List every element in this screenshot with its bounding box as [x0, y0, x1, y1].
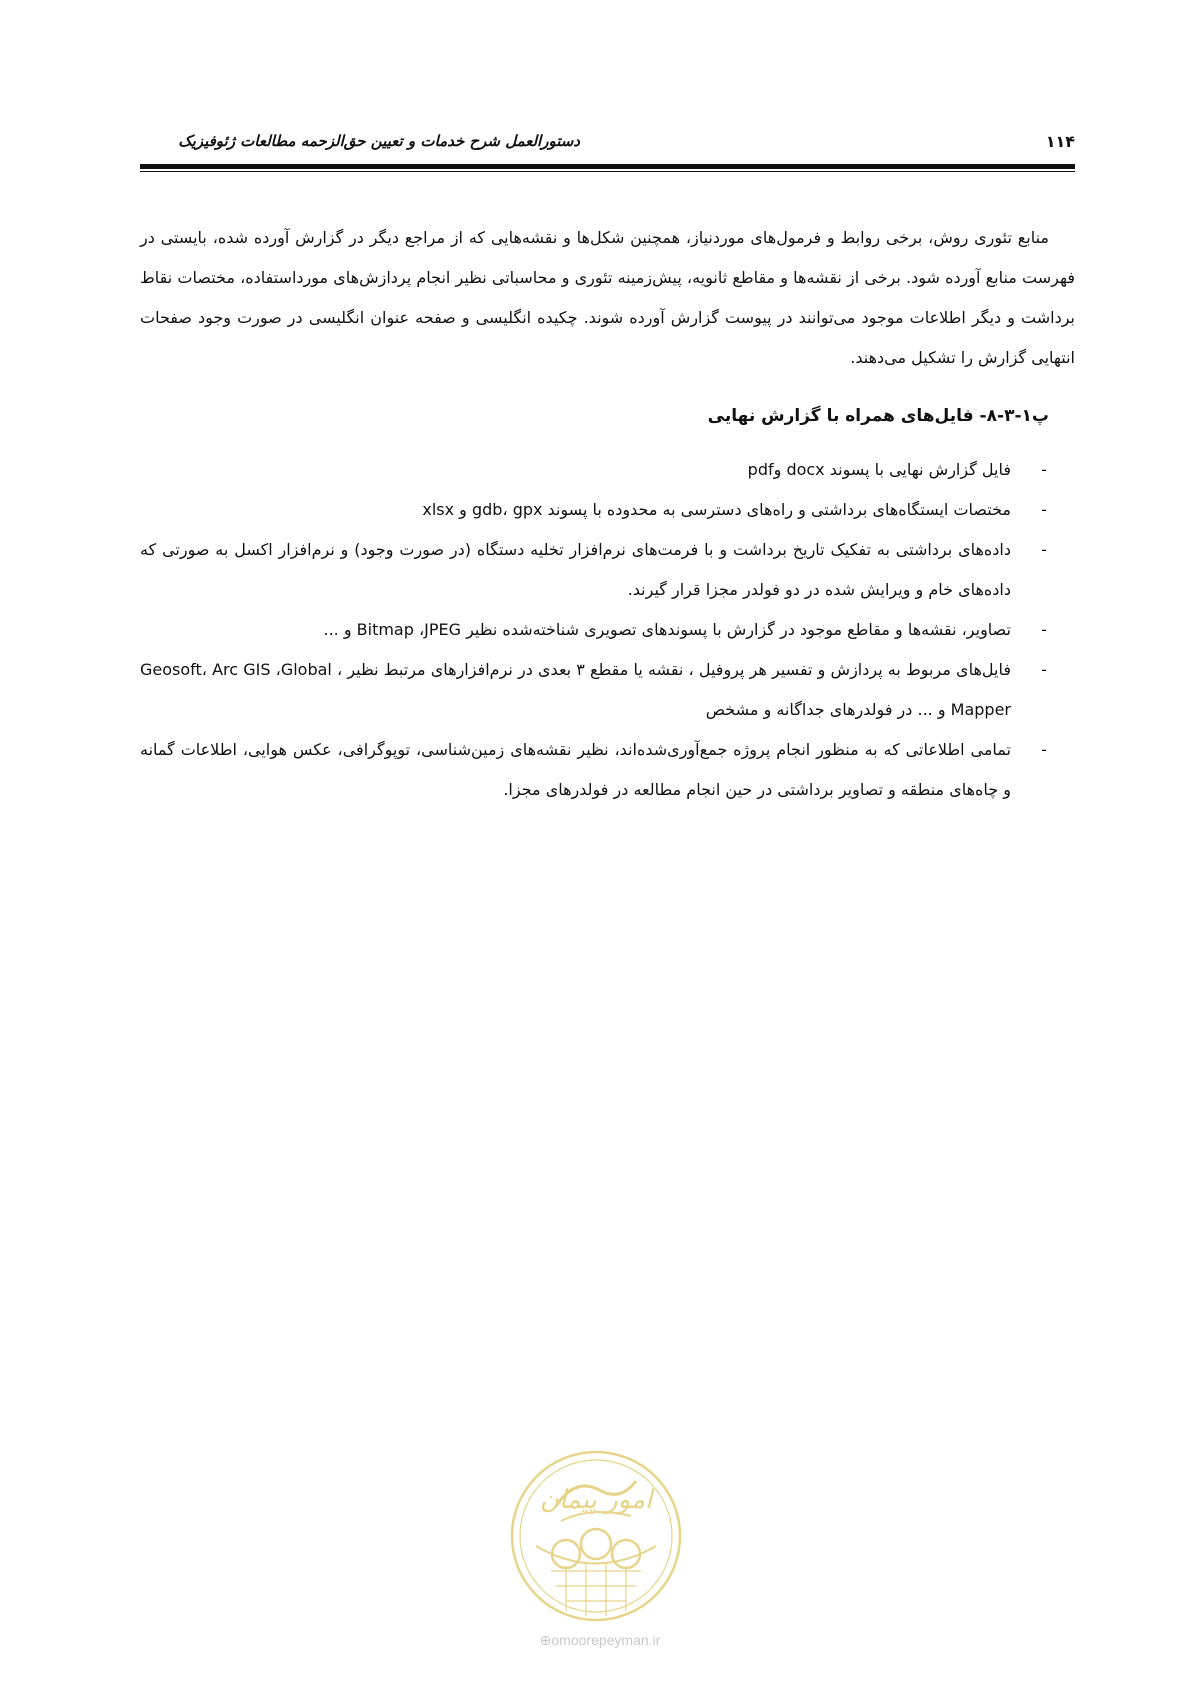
list-item [140, 610, 1075, 650]
list-bullet: - [1041, 460, 1047, 479]
list-item [140, 450, 1075, 490]
document-title: دستورالعمل شرح خدمات و تعیین حق‌الزحمه مطالعات ژئوفیزیک [178, 132, 580, 150]
list-bullet: - [1041, 740, 1047, 759]
list-item [140, 490, 1075, 530]
page-body [140, 218, 1075, 810]
seal-logo-text: امور پیمان [539, 1485, 653, 1515]
watermark-site-text: omoorepeyman.ir [551, 1632, 661, 1648]
list-item-text: تمامی اطلاعاتی که به منظور انجام پروژه جمع‌آوری‌شده‌اند، نظیر نقشه‌های زمین‌شناسی، توپوگرافی، عکس هوایی، اطلاعات گمانه و چاه‌های منطقه و تصاویر برداشتی در حین انجام مطالعه در فولدرهای مجزا. [140, 740, 1011, 799]
list-bullet: - [1041, 500, 1047, 519]
watermark-seal [506, 1446, 686, 1626]
globe-icon: ⊕ [539, 1632, 552, 1648]
attached-files-list [140, 450, 1075, 810]
watermark-site [500, 1632, 700, 1649]
seal-logo-icon [506, 1446, 686, 1626]
list-item-text: داده‌های برداشتی به تفکیک تاریخ برداشت و با فرمت‌های نرم‌افزار تخلیه دستگاه (در صورت وجود) و نرم‌افزار اکسل به صورتی که داده‌های خام و ویرایش شده در دو فولدر مجزا قرار گیرند. [140, 540, 1011, 599]
list-item [140, 650, 1075, 730]
header-rule-thick [140, 164, 1075, 169]
list-item-text: فایل‌های مربوط به پردازش و تفسیر هر پروفیل ، نقشه یا مقطع ۳ بعدی در نرم‌افزارهای مرتبط نظیر ، Geosoft، Arc GIS ،Global Mapper و ... در فولدرهای جداگانه و مشخص [140, 660, 1011, 719]
list-item [140, 730, 1075, 810]
list-item-text: مختصات ایستگاه‌های برداشتی و راه‌های دسترسی به محدوده با پسوند gdb، gpx و xlsx [422, 500, 1011, 519]
section-heading: پ۱-۳-۸- فایل‌های همراه با گزارش نهایی [707, 406, 1049, 426]
list-bullet: - [1041, 660, 1047, 679]
list-item-text: فایل گزارش نهایی با پسوند docx وpdf [747, 460, 1011, 479]
page-header [140, 128, 1075, 158]
list-bullet: - [1041, 540, 1047, 559]
header-rule-thin [140, 171, 1075, 172]
list-item [140, 530, 1075, 610]
intro-paragraph: منابع تئوری روش، برخی روابط و فرمول‌های موردنیاز، همچنین شکل‌ها و نقشه‌هایی که از مراجع دیگر در گزارش آورده شده، بایستی در فهرست منابع آورده شود. برخی از نقشه‌ها و مقاطع ثانویه، پیش‌زمینه تئوری و محاسباتی نظیر انجام پردازش‌های مورداستفاده، مختصات نقاط برداشت و دیگر اطلاعات موجود می‌توانند در پیوست گزارش آورده شوند. چکیده انگلیسی و صفحه عنوان انگلیسی در صورت وجود صفحات انتهایی گزارش را تشکیل می‌دهند. [140, 228, 1075, 367]
page-number: ۱۱۴ [1045, 132, 1075, 151]
list-bullet: - [1041, 620, 1047, 639]
list-item-text: تصاویر، نقشه‌ها و مقاطع موجود در گزارش با پسوندهای تصویری شناخته‌شده نظیر Bitmap ،JPEG و ... [323, 620, 1011, 639]
